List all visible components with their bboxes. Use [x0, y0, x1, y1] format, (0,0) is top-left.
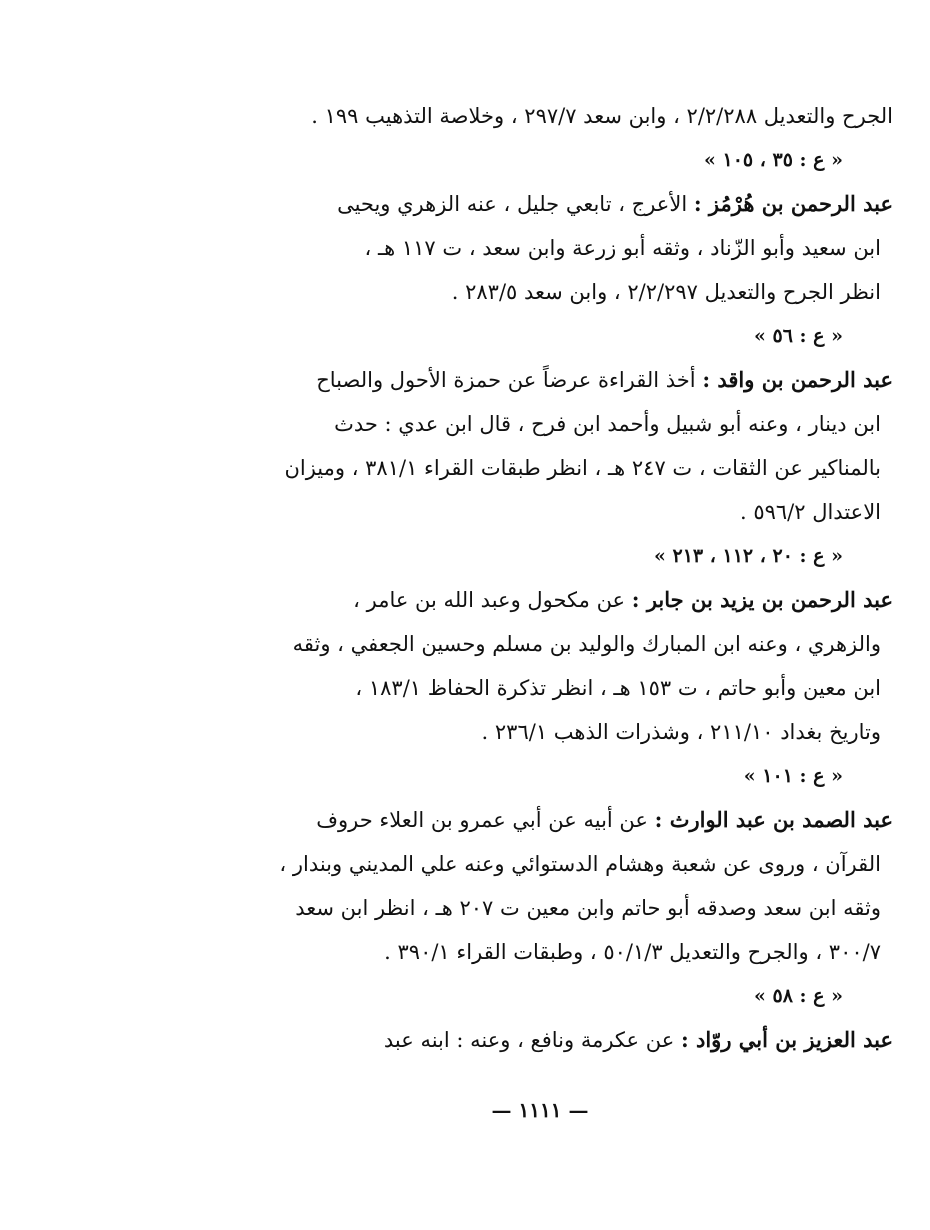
entry-text-line: بالمناكير عن الثقات ، ت ٢٤٧ هـ ، انظر طبقات القراء ٣٨١/١ ، وميزان — [284, 456, 881, 480]
entry-first-text: الأعرج ، تابعي جليل ، عنه الزهري ويحيى — [337, 192, 688, 216]
entry-text-line: وتاريخ بغداد ٢١١/١٠ ، وشذرات الذهب ٢٣٦/١ . — [481, 720, 881, 744]
entry-text-line: ابن سعيد وأبو الزّناد ، وثقه أبو زرعة وابن سعد ، ت ١١٧ هـ ، — [364, 236, 881, 260]
entry-text-line: انظر الجرح والتعديل ٢/٢/٢٩٧ ، وابن سعد ٢٨٣/٥ . — [451, 280, 881, 304]
entry-name: عبد الصمد بن عبد الوارث : — [654, 807, 893, 832]
entry-name: عبد الرحمن بن يزيد بن جابر : — [631, 587, 893, 612]
entry-first-line — [238, 1020, 893, 1064]
entry-first-line — [238, 360, 893, 404]
entry-block — [238, 1020, 893, 1064]
entry-first-line — [238, 580, 893, 624]
reference-note: « ع : ٥٨ » — [754, 985, 843, 1007]
page-number: — ١١١١ — — [491, 1098, 589, 1122]
page-body — [238, 96, 893, 1064]
entry-text-line: والزهري ، وعنه ابن المبارك والوليد بن مسلم وحسين الجعفي ، وثقه — [292, 632, 881, 656]
entry-first-text: عن مكحول وعبد الله بن عامر ، — [353, 588, 626, 612]
entry-name: عبد العزيز بن أبي روّاد : — [680, 1027, 893, 1052]
entry-name: عبد الرحمن بن واقد : — [702, 367, 893, 392]
entry-text-line: القرآن ، وروى عن شعبة وهشام الدستوائي وعنه علي المديني وبندار ، — [279, 852, 881, 876]
reference-note: « ع : ١٠١ » — [743, 765, 843, 787]
entry-text-line: الاعتدال ٥٩٦/٢ . — [739, 500, 881, 524]
reference-note: « ع : ٣٥ ، ١٠٥ » — [704, 149, 843, 171]
entry-name: عبد الرحمن بن هُرْمُز : — [693, 191, 893, 216]
entry-block — [238, 800, 893, 1020]
entry-block — [238, 184, 893, 360]
entry-first-line — [238, 800, 893, 844]
entry-block — [238, 580, 893, 800]
entry-block — [238, 96, 893, 184]
entry-block — [238, 360, 893, 580]
entry-text-line: الجرح والتعديل ٢/٢/٢٨٨ ، وابن سعد ٢٩٧/٧ ، وخلاصة التذهيب ١٩٩ . — [311, 104, 893, 128]
entry-first-line — [238, 184, 893, 228]
entry-text-line: ٣٠٠/٧ ، والجرح والتعديل ٥٠/١/٣ ، وطبقات القراء ٣٩٠/١ . — [384, 940, 881, 964]
entry-text-line: وثقه ابن سعد وصدقه أبو حاتم وابن معين ت ٢٠٧ هـ ، انظر ابن سعد — [295, 896, 881, 920]
entry-first-text: عن عكرمة ونافع ، وعنه : ابنه عبد — [383, 1028, 675, 1052]
entry-first-text: أخذ القراءة عرضاً عن حمزة الأحول والصباح — [316, 368, 696, 392]
entry-text-line: ابن دينار ، وعنه أبو شبيل وأحمد ابن فرح ، قال ابن عدي : حدث — [334, 412, 881, 436]
entry-first-text: عن أبيه عن أبي عمرو بن العلاء حروف — [316, 808, 648, 832]
reference-note: « ع : ٥٦ » — [754, 325, 843, 347]
reference-note: « ع : ٢٠ ، ١١٢ ، ٢١٣ » — [654, 545, 843, 567]
entry-text-line: ابن معين وأبو حاتم ، ت ١٥٣ هـ ، انظر تذكرة الحفاظ ١٨٣/١ ، — [355, 676, 881, 700]
